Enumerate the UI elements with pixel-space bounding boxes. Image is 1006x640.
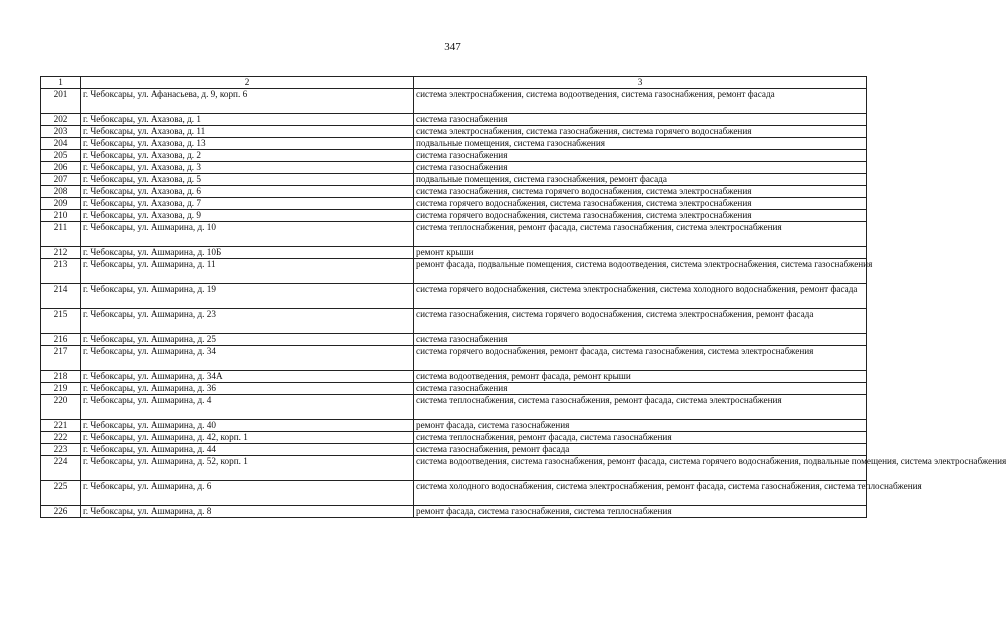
table-row	[41, 138, 867, 150]
row-number: 214	[41, 284, 81, 309]
row-address: г. Чебоксары, ул. Ашмарина, д. 52, корп. 1	[81, 456, 414, 481]
row-address: г. Чебоксары, ул. Ашмарина, д. 40	[81, 420, 414, 432]
row-address: г. Чебоксары, ул. Ахазова, д. 6	[81, 186, 414, 198]
table-row	[41, 284, 867, 309]
row-works: система газоснабжения	[414, 383, 867, 395]
row-works: система водоотведения, ремонт фасада, ремонт крыши	[414, 371, 867, 383]
page-number: 347	[444, 41, 461, 53]
row-address: г. Чебоксары, ул. Ашмарина, д. 36	[81, 383, 414, 395]
table-row	[41, 506, 867, 518]
row-address: г. Чебоксары, ул. Ашмарина, д. 6	[81, 481, 414, 506]
row-address: г. Чебоксары, ул. Ашмарина, д. 23	[81, 309, 414, 334]
row-number: 203	[41, 126, 81, 138]
table-row	[41, 456, 867, 481]
row-number: 208	[41, 186, 81, 198]
row-number: 201	[41, 89, 81, 114]
table-row	[41, 481, 867, 506]
row-works: система теплоснабжения, ремонт фасада, система газоснабжения	[414, 432, 867, 444]
row-number: 209	[41, 198, 81, 210]
row-address: г. Чебоксары, ул. Ашмарина, д. 34А	[81, 371, 414, 383]
row-works: система теплоснабжения, ремонт фасада, система газоснабжения, система электроснабжения	[414, 222, 867, 247]
row-address: г. Чебоксары, ул. Ашмарина, д. 10	[81, 222, 414, 247]
row-number: 221	[41, 420, 81, 432]
row-address: г. Чебоксары, ул. Афанасьева, д. 9, корп. 6	[81, 89, 414, 114]
table-row	[41, 247, 867, 259]
table-row	[41, 210, 867, 222]
row-number: 212	[41, 247, 81, 259]
table-row	[41, 174, 867, 186]
registry-table	[40, 76, 1006, 518]
row-works: система горячего водоснабжения, система газоснабжения, система электроснабжения	[414, 210, 867, 222]
row-number: 223	[41, 444, 81, 456]
table-row	[41, 198, 867, 210]
table-row	[41, 186, 867, 198]
row-works: система газоснабжения	[414, 334, 867, 346]
row-works: система газоснабжения	[414, 150, 867, 162]
row-number: 217	[41, 346, 81, 371]
row-number: 211	[41, 222, 81, 247]
row-address: г. Чебоксары, ул. Ашмарина, д. 34	[81, 346, 414, 371]
row-works: ремонт фасада, система газоснабжения	[414, 420, 867, 432]
row-works: система водоотведения, система газоснабжения, ремонт фасада, система горячего водоснабжения, подвальные помещения, система электроснабжения	[414, 456, 867, 481]
row-address: г. Чебоксары, ул. Ахазова, д. 11	[81, 126, 414, 138]
row-works: система газоснабжения	[414, 162, 867, 174]
row-address: г. Чебоксары, ул. Ашмарина, д. 4	[81, 395, 414, 420]
row-works: система горячего водоснабжения, система газоснабжения, система электроснабжения	[414, 198, 867, 210]
row-number: 224	[41, 456, 81, 481]
row-number: 222	[41, 432, 81, 444]
row-works: подвальные помещения, система газоснабжения, ремонт фасада	[414, 174, 867, 186]
row-number: 226	[41, 506, 81, 518]
row-number: 213	[41, 259, 81, 284]
row-address: г. Чебоксары, ул. Ахазова, д. 9	[81, 210, 414, 222]
column-header-address: 2	[81, 77, 414, 89]
row-works: система теплоснабжения, система газоснабжения, ремонт фасада, система электроснабжения	[414, 395, 867, 420]
row-address: г. Чебоксары, ул. Ашмарина, д. 8	[81, 506, 414, 518]
row-number: 206	[41, 162, 81, 174]
row-works: система электроснабжения, система водоотведения, система газоснабжения, ремонт фасада	[414, 89, 867, 114]
row-number: 204	[41, 138, 81, 150]
row-works: система горячего водоснабжения, ремонт фасада, система газоснабжения, система электроснабжения	[414, 346, 867, 371]
row-works: система газоснабжения, система горячего водоснабжения, система электроснабжения, ремонт фасада	[414, 309, 867, 334]
table-row	[41, 371, 867, 383]
table-row	[41, 126, 867, 138]
table-row	[41, 114, 867, 126]
row-works: ремонт крыши	[414, 247, 867, 259]
table-row	[41, 444, 867, 456]
row-number: 220	[41, 395, 81, 420]
row-number: 207	[41, 174, 81, 186]
row-address: г. Чебоксары, ул. Ахазова, д. 5	[81, 174, 414, 186]
table-row	[41, 222, 867, 247]
table-row	[41, 309, 867, 334]
table-row	[41, 89, 867, 114]
row-address: г. Чебоксары, ул. Ахазова, д. 1	[81, 114, 414, 126]
table-row	[41, 432, 867, 444]
row-works: ремонт фасада, подвальные помещения, система водоотведения, система электроснабжения, система газоснабжения	[414, 259, 867, 284]
row-works: система электроснабжения, система газоснабжения, система горячего водоснабжения	[414, 126, 867, 138]
row-number: 219	[41, 383, 81, 395]
row-works: ремонт фасада, система газоснабжения, система теплоснабжения	[414, 506, 867, 518]
row-works: система газоснабжения	[414, 114, 867, 126]
row-address: г. Чебоксары, ул. Ашмарина, д. 10Б	[81, 247, 414, 259]
row-address: г. Чебоксары, ул. Ахазова, д. 7	[81, 198, 414, 210]
row-address: г. Чебоксары, ул. Ашмарина, д. 25	[81, 334, 414, 346]
row-number: 225	[41, 481, 81, 506]
row-works: система горячего водоснабжения, система электроснабжения, система холодного водоснабжения, ремонт фасада	[414, 284, 867, 309]
table-row	[41, 334, 867, 346]
row-number: 210	[41, 210, 81, 222]
row-address: г. Чебоксары, ул. Ахазова, д. 13	[81, 138, 414, 150]
row-address: г. Чебоксары, ул. Ашмарина, д. 19	[81, 284, 414, 309]
row-works: система газоснабжения, ремонт фасада	[414, 444, 867, 456]
row-address: г. Чебоксары, ул. Ахазова, д. 2	[81, 150, 414, 162]
row-works: система газоснабжения, система горячего водоснабжения, система электроснабжения	[414, 186, 867, 198]
row-address: г. Чебоксары, ул. Ашмарина, д. 11	[81, 259, 414, 284]
row-number: 218	[41, 371, 81, 383]
header-row	[41, 77, 867, 89]
row-address: г. Чебоксары, ул. Ахазова, д. 3	[81, 162, 414, 174]
table-row	[41, 259, 867, 284]
table-row	[41, 395, 867, 420]
row-number: 216	[41, 334, 81, 346]
column-header-works: 3	[414, 77, 867, 89]
table-row	[41, 162, 867, 174]
table-row	[41, 383, 867, 395]
row-works: подвальные помещения, система газоснабжения	[414, 138, 867, 150]
row-address: г. Чебоксары, ул. Ашмарина, д. 42, корп. 1	[81, 432, 414, 444]
table-row	[41, 420, 867, 432]
table-row	[41, 346, 867, 371]
column-header-number: 1	[41, 77, 81, 89]
table-row	[41, 150, 867, 162]
row-number: 215	[41, 309, 81, 334]
row-number: 202	[41, 114, 81, 126]
row-number: 205	[41, 150, 81, 162]
row-works: система холодного водоснабжения, система электроснабжения, ремонт фасада, система газоснабжения, система теплоснабжения	[414, 481, 867, 506]
row-address: г. Чебоксары, ул. Ашмарина, д. 44	[81, 444, 414, 456]
